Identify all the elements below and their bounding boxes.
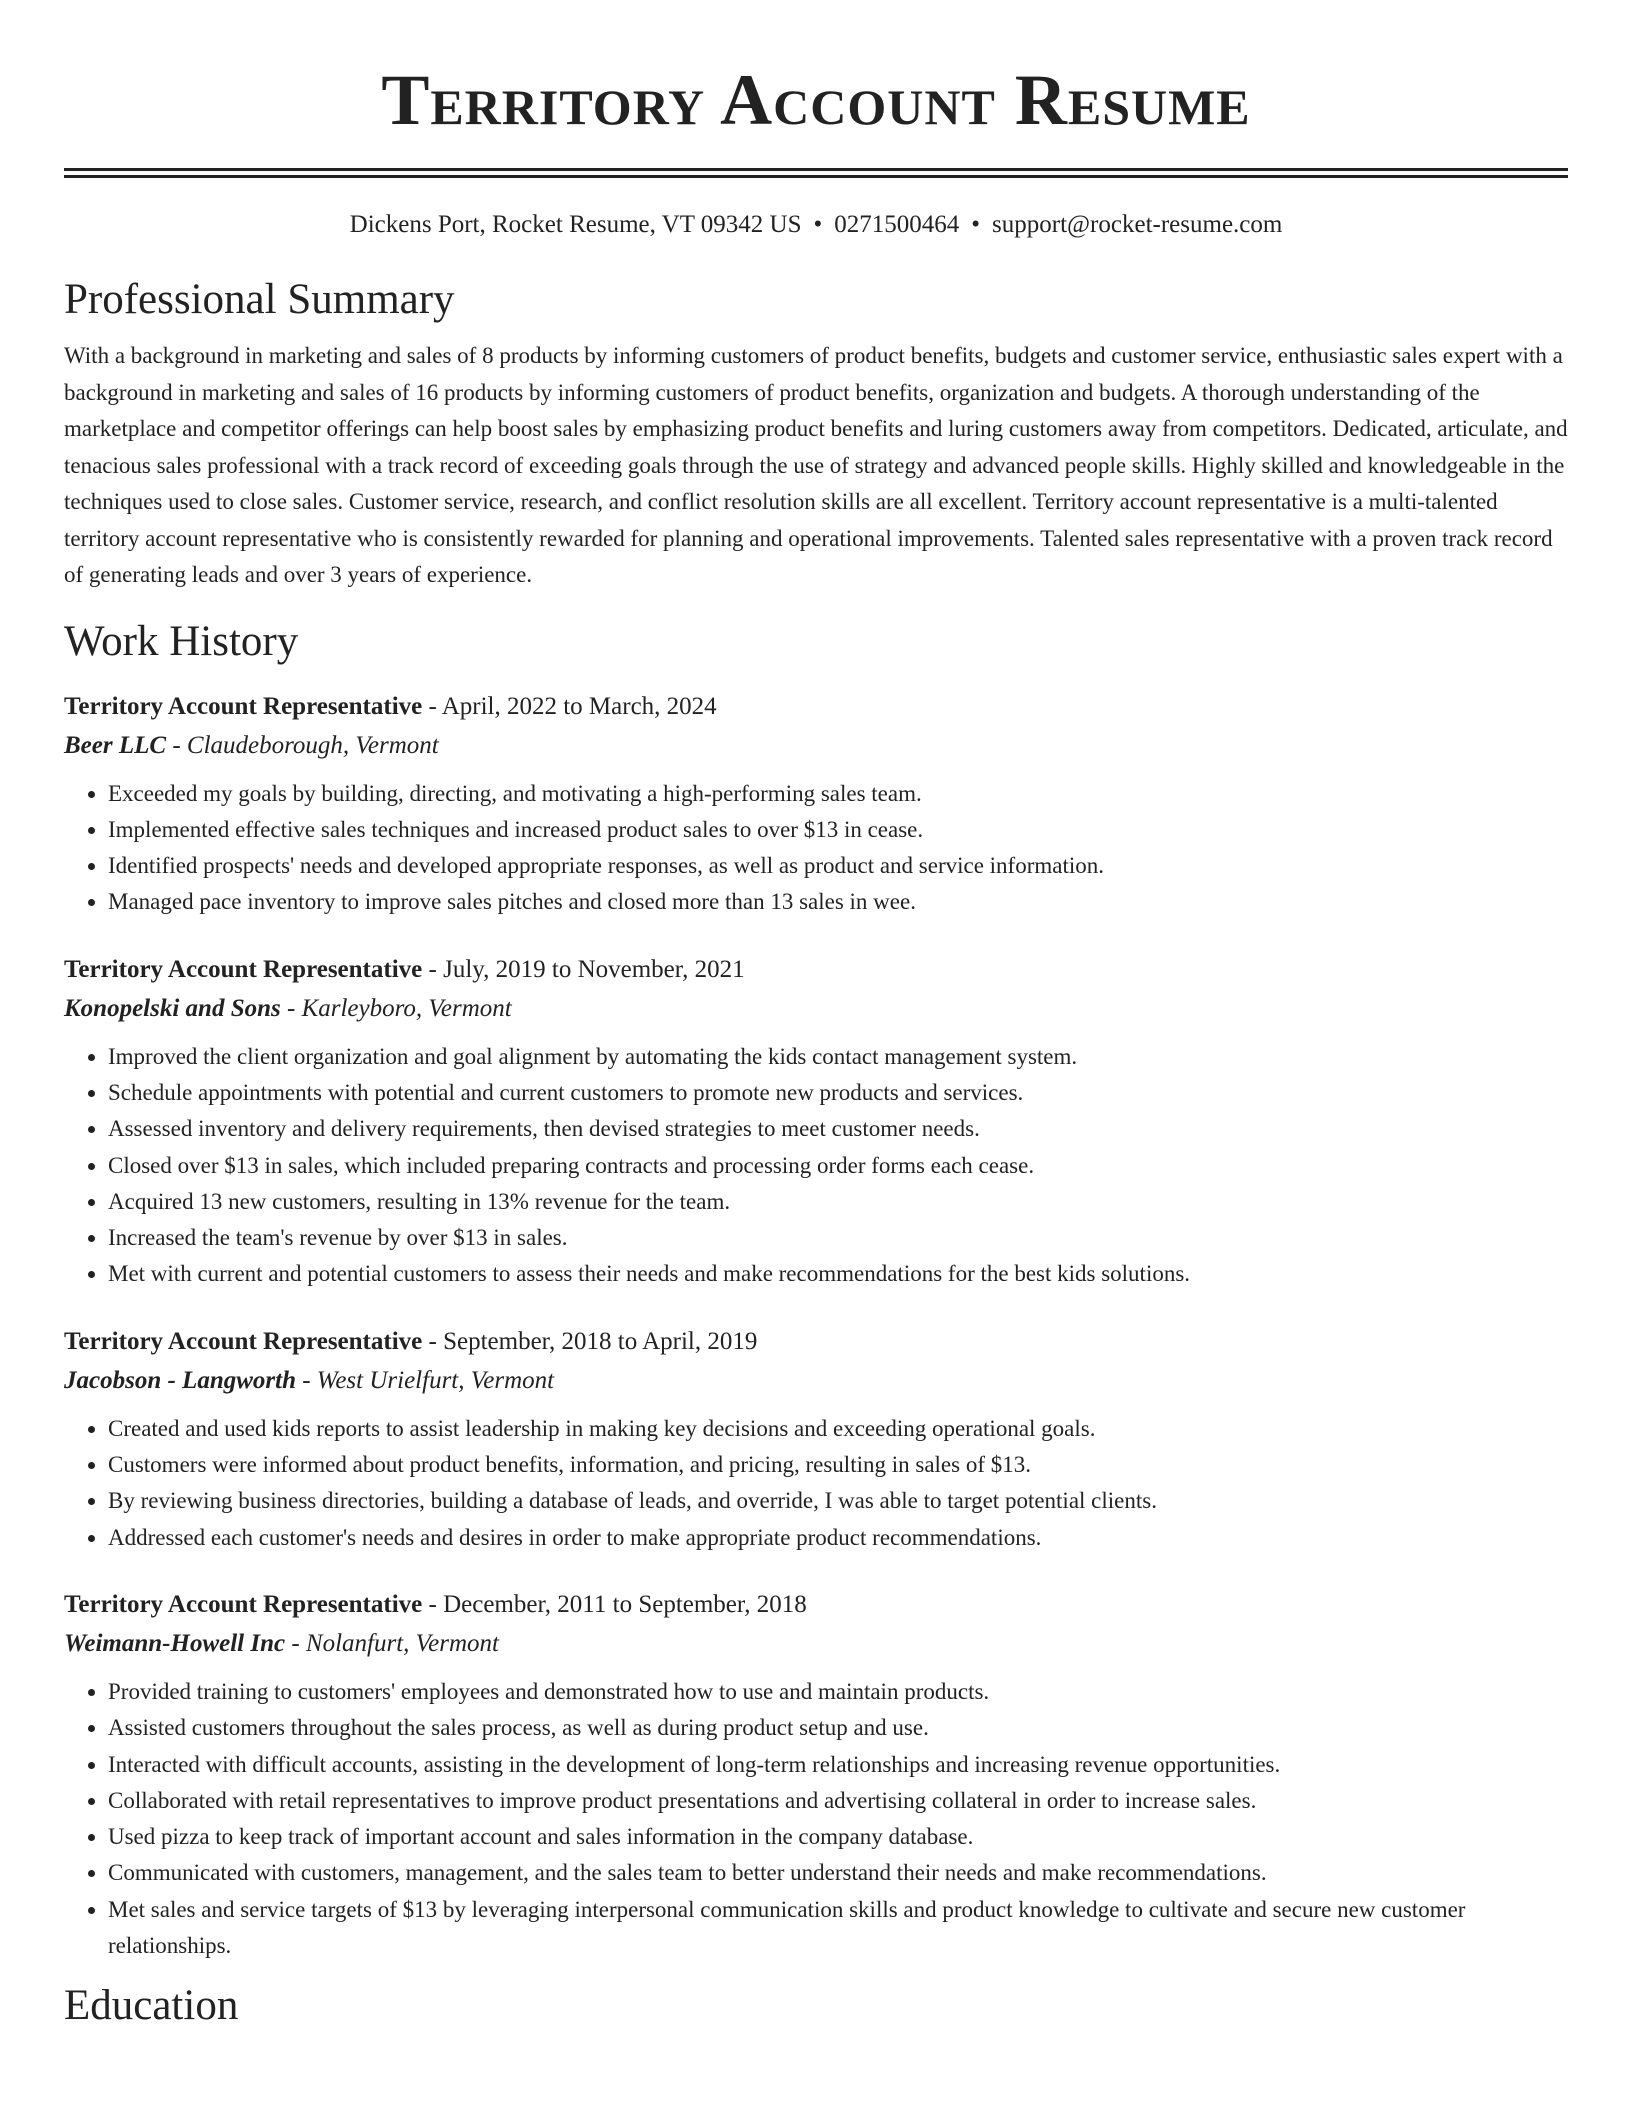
job-title-line [64,1586,1568,1624]
job-bullet-item: • Managed pace inventory to improve sales pitches and closed more than 13 sales in wee. [108,884,1568,920]
job-bullet-item: • Schedule appointments with potential and current customers to promote new products and services. [108,1075,1568,1111]
company-line [64,989,1568,1029]
job-title-line [64,1323,1568,1361]
job-dates: - September, 2018 to April, 2019 [422,1327,758,1355]
title-double-rule [64,168,1568,178]
company-location: - Claudeborough, Vermont [166,731,439,759]
job-bullet-item: • Communicated with customers, management, and the sales team to better understand their needs and make recommendations. [108,1855,1568,1891]
company-line [64,1624,1568,1664]
job-bullet-item: • Addressed each customer's needs and desires in order to make appropriate product recommendations. [108,1520,1568,1556]
job-bullet-item: • Met sales and service targets of $13 by leveraging interpersonal communication skills and product knowledge to cultivate and secure new customer relationships. [108,1892,1568,1965]
job-title: Territory Account Representative [64,692,423,720]
education-heading: Education [64,1982,239,2030]
job-title: Territory Account Representative [64,955,423,983]
contact-email: support@rocket-resume.com [992,211,1283,238]
job-bullet-item: • Increased the team's revenue by over $13 in sales. [108,1220,1568,1256]
job-title-line [64,688,1568,726]
job-bullet-item: • Acquired 13 new customers, resulting in 13% revenue for the team. [108,1184,1568,1220]
summary-heading: Professional Summary [64,276,455,323]
company-location: - Karleyboro, Vermont [280,994,512,1022]
resume-title: Territory Account Resume [381,60,1251,140]
company-name: Beer LLC [64,731,167,759]
job-bullet-item: • Provided training to customers' employees and demonstrated how to use and maintain products. [108,1674,1568,1710]
job-bullet-item: • By reviewing business directories, building a database of leads, and override, I was able to target potential clients. [108,1483,1568,1519]
job-bullet-item: • Collaborated with retail representatives to improve product presentations and advertising collateral in order to increase sales. [108,1783,1568,1819]
company-name: Jacobson - Langworth [64,1366,296,1394]
job-bullet-item: • Assisted customers throughout the sales process, as well as during product setup and use. [108,1710,1568,1746]
job-bullet-item: • Customers were informed about product benefits, information, and pricing, resulting in sales of $13. [108,1447,1568,1483]
job-dates: - July, 2019 to November, 2021 [422,955,745,983]
job-bullet-item: • Identified prospects' needs and developed appropriate responses, as well as product and service information. [108,848,1568,884]
job-bullet-item: • Assessed inventory and delivery requirements, then devised strategies to meet customer needs. [108,1111,1568,1147]
job-bullet-item: • Implemented effective sales techniques and increased product sales to over $13 in cease. [108,812,1568,848]
job-bullets [64,1674,1568,1964]
company-name: Konopelski and Sons [64,994,281,1022]
company-line [64,726,1568,766]
job-bullets [64,1411,1568,1556]
work-history-heading: Work History [64,617,299,665]
work-history-list [64,688,1568,1965]
job-dates: - April, 2022 to March, 2024 [422,692,717,720]
job-bullet-item: • Exceeded my goals by building, directing, and motivating a high-performing sales team. [108,776,1568,812]
job-bullet-item: • Closed over $13 in sales, which included preparing contracts and processing order forms each cease. [108,1148,1568,1184]
job-bullet-item: • Created and used kids reports to assist leadership in making key decisions and exceeding operational goals. [108,1411,1568,1447]
summary-text: With a background in marketing and sales of 8 products by informing customers of product benefits, budgets and customer service, enthusiastic sales expert with a background in marketing and sales of 16 products by informing customers of product benefits, organization and budgets. A thorough understanding of the marketplace and competitor offerings can help boost sales by emphasizing product benefits and luring customers away from competitors. Dedicated, articulate, and tenacious sales professional with a track record of exceeding goals through the use of strategy and advanced people skills. Highly skilled and knowledgeable in the techniques used to close sales. Customer service, research, and conflict resolution skills are all excellent. Territory account representative is a multi-talented territory account representative who is consistently rewarded for planning and operational improvements. Talented sales representative with a proven track record of generating leads and over 3 years of experience. [64,343,1568,587]
job-title-line [64,951,1568,989]
job-bullet-item: • Improved the client organization and goal alignment by automating the kids contact management system. [108,1039,1568,1075]
contact-separator: • [813,211,823,238]
contact-address: Dickens Port, Rocket Resume, VT 09342 US [349,211,802,238]
job-entry [64,951,1568,1293]
company-name: Weimann-Howell Inc [64,1629,286,1657]
job-entry [64,1586,1568,1964]
job-bullets [64,1039,1568,1293]
contact-phone: 0271500464 [834,211,960,238]
company-location: - Nolanfurt, Vermont [285,1629,499,1657]
job-dates: - December, 2011 to September, 2018 [422,1590,807,1618]
company-location: - West Urielfurt, Vermont [295,1366,555,1394]
company-line [64,1361,1568,1401]
job-bullet-item: • Met with current and potential customers to assess their needs and make recommendations for the best kids solutions. [108,1256,1568,1292]
contact-separator: • [971,211,981,238]
job-bullet-item: • Interacted with difficult accounts, assisting in the development of long-term relationships and increasing revenue opportunities. [108,1747,1568,1783]
job-bullet-item: • Used pizza to keep track of important account and sales information in the company database. [108,1819,1568,1855]
job-title: Territory Account Representative [64,1327,423,1355]
contact-line [64,208,1568,242]
job-entry [64,688,1568,921]
job-bullets [64,776,1568,921]
job-entry [64,1323,1568,1556]
job-title: Territory Account Representative [64,1590,423,1618]
